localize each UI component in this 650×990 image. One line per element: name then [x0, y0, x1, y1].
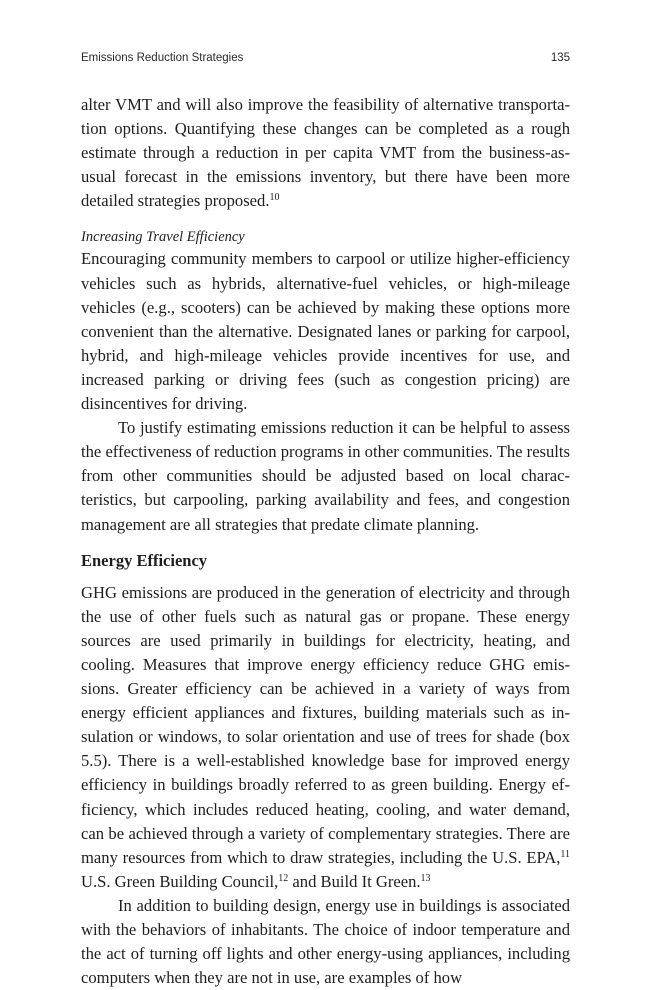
- paragraph: [81, 581, 570, 894]
- footnote-marker: 12: [278, 872, 289, 884]
- page-number: 135: [550, 52, 570, 64]
- body-text: [81, 93, 570, 990]
- chapter-title: Emissions Reduction Strategies: [81, 52, 244, 64]
- paragraph: [81, 93, 570, 213]
- section-heading: Energy Efficiency: [81, 550, 208, 570]
- footnote-marker: 13: [420, 872, 431, 884]
- subsection-heading: Increasing Travel Efficiency: [81, 229, 245, 246]
- paragraph-text: alter VMT and will also improve the feasibility of alternative transportation options. Quantifying these changes can be completed as a rough estimate through a reduction in per capita VMT from the business-as-usual forecast in the emissions inventory, but there have been more detailed strategies proposed.: [81, 95, 570, 211]
- paragraph-text: U.S. Green Building Council,: [81, 871, 279, 891]
- footnote-marker: 11: [560, 848, 570, 860]
- paragraph-text: and Build It Green.: [288, 871, 421, 891]
- footnote-marker: 10: [269, 192, 280, 204]
- paragraph: Encouraging community members to carpool or utilize higher-efficiency vehicles such as hybrids, alternative-fuel vehicles, or high-mileage vehicles (e.g., scooters) can be achieved by making these options more convenient than the alternative. Designated lanes or parking for carpool, hybrid, and high-mileage vehicles provide incentives for use, and increased parking or driving fees (such as congestion pricing) are disincentives for driving.: [81, 249, 570, 414]
- paragraph: In addition to building design, energy use in buildings is associated with the behaviors of inhabitants. The choice of indoor temperature and the act of turning off lights and other energy-using appliances, including computers when they are not in use, are examples of how: [81, 895, 570, 988]
- paragraph-text: GHG emissions are produced in the generation of electricity and through the use of other fuels such as natural gas or propane. These energy sources are used primarily in buildings for electricity, heating, and cooling. Measures that improve energy efficiency reduce GHG emissions. Greater efficiency can be achieved in a variety of ways from energy efficient appliances and fixtures, building materials such as insulation or windows, to solar orientation and use of trees for shade (box 5.5). There is a well-established knowledge base for improved energy efficiency in buildings broadly referred to as green building. Energy efficiency, which includes reduced heating, cooling, and water demand, can be achieved through a variety of complementary strategies. There are many resources from which to draw strategies, including the U.S. EPA,: [81, 582, 570, 867]
- paragraph: To justify estimating emissions reduction it can be helpful to assess the effectiveness of reduction programs in other communities. The results from other communities should be adjusted based on local characteristics, but carpooling, parking availability and fees, and congestion management are all strategies that predate climate planning.: [81, 418, 570, 534]
